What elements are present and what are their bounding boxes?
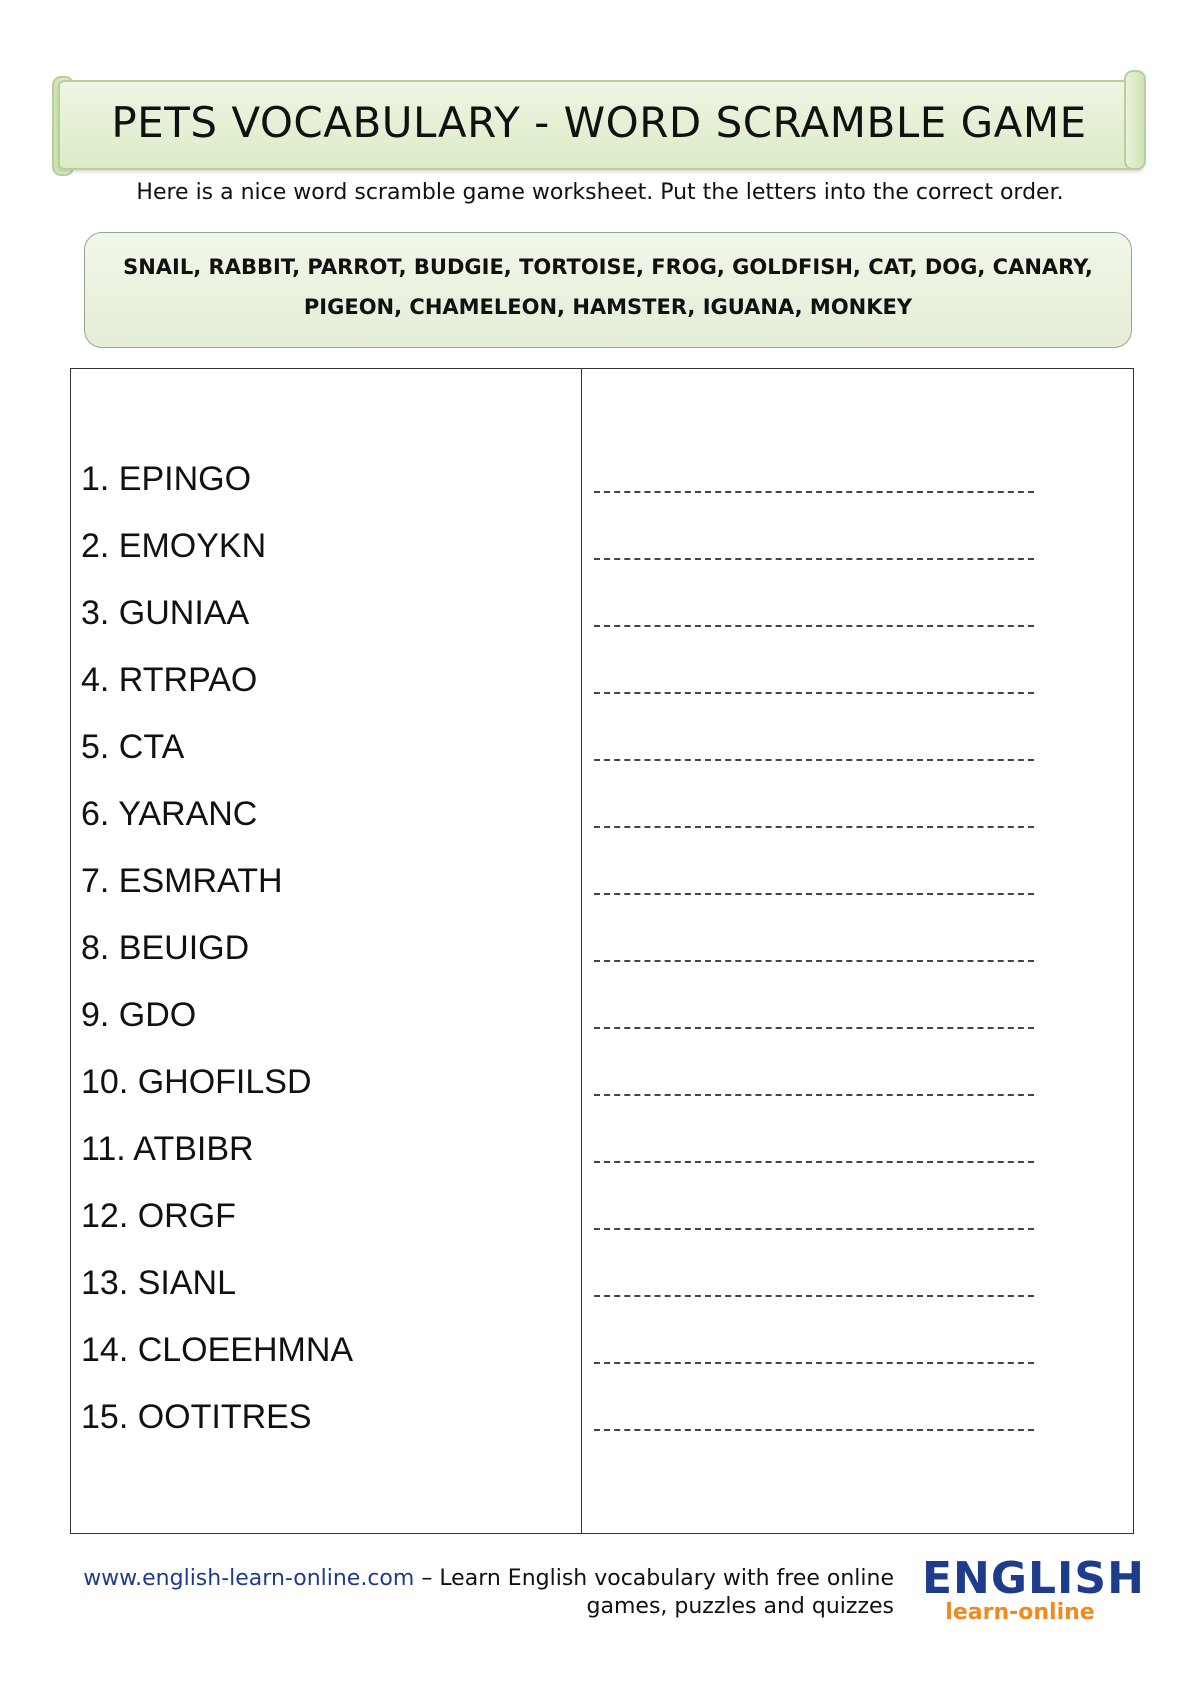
answer-line[interactable] — [594, 491, 1034, 493]
intro-text: Here is a nice word scramble game worksheet. Put the letters into the correct order. — [136, 180, 1064, 205]
answer-line[interactable] — [594, 1362, 1034, 1364]
word-bank-line-1: SNAIL, RABBIT, PARROT, BUDGIE, TORTOISE, FROG, GOLDFISH, CAT, DOG, CANARY, — [123, 255, 1093, 279]
scrambled-word: 4. RTRPAO — [81, 661, 258, 699]
scrambled-word: 1. EPINGO — [81, 460, 252, 498]
answer-line[interactable] — [594, 893, 1034, 895]
scrambled-word: 2. EMOYKN — [81, 527, 267, 565]
footer-url[interactable]: www.english-learn-online.com — [83, 1566, 415, 1591]
answer-line[interactable] — [594, 1161, 1034, 1163]
scrambled-word: 9. GDO — [81, 996, 197, 1034]
title-banner — [52, 80, 1146, 166]
answer-line[interactable] — [594, 692, 1034, 694]
logo-sub: learn-online — [945, 1600, 1095, 1625]
answer-line[interactable] — [594, 625, 1034, 627]
word-bank-line-2: PIGEON, CHAMELEON, HAMSTER, IGUANA, MONKEY — [303, 295, 913, 319]
question-table — [70, 368, 1134, 1534]
question-row — [71, 583, 1135, 643]
question-row — [71, 1253, 1135, 1313]
scrambled-word: 7. ESMRATH — [81, 862, 283, 900]
question-row — [71, 516, 1135, 576]
logo-main: ENGLISH — [922, 1553, 1145, 1604]
question-row — [71, 784, 1135, 844]
word-bank — [84, 232, 1132, 348]
answer-line[interactable] — [594, 759, 1034, 761]
answer-line[interactable] — [594, 558, 1034, 560]
page-title: PETS VOCABULARY - WORD SCRAMBLE GAME — [111, 98, 1087, 147]
scrambled-word: 8. BEUIGD — [81, 929, 250, 967]
footer-tagline-2: games, puzzles and quizzes — [586, 1594, 894, 1619]
answer-line[interactable] — [594, 960, 1034, 962]
scrambled-word: 6. YARANC — [81, 795, 258, 833]
scrambled-word: 3. GUNIAA — [81, 594, 250, 632]
question-row — [71, 650, 1135, 710]
scrambled-word: 13. SIANL — [81, 1264, 236, 1302]
question-row — [71, 918, 1135, 978]
question-row — [71, 1186, 1135, 1246]
answer-line[interactable] — [594, 1228, 1034, 1230]
question-row — [71, 717, 1135, 777]
answer-line[interactable] — [594, 826, 1034, 828]
question-row — [71, 1119, 1135, 1179]
scrambled-word: 14. CLOEEHMNA — [81, 1331, 354, 1369]
logo — [922, 1553, 1145, 1637]
answer-line[interactable] — [594, 1429, 1034, 1431]
scrambled-word: 12. ORGF — [81, 1197, 236, 1235]
question-row — [71, 985, 1135, 1045]
question-row — [71, 851, 1135, 911]
footer-text — [83, 1565, 894, 1621]
question-row — [71, 449, 1135, 509]
answer-line[interactable] — [594, 1295, 1034, 1297]
question-row — [71, 1052, 1135, 1112]
answer-line[interactable] — [594, 1094, 1034, 1096]
scrambled-word: 15. OOTITRES — [81, 1398, 312, 1436]
scrambled-word: 11. ATBIBR — [81, 1130, 254, 1168]
scrambled-word: 10. GHOFILSD — [81, 1063, 312, 1101]
answer-line[interactable] — [594, 1027, 1034, 1029]
footer-tagline-1: – Learn English vocabulary with free online — [414, 1566, 894, 1591]
question-row — [71, 1387, 1135, 1447]
scrambled-word: 5. CTA — [81, 728, 185, 766]
question-row — [71, 1320, 1135, 1380]
